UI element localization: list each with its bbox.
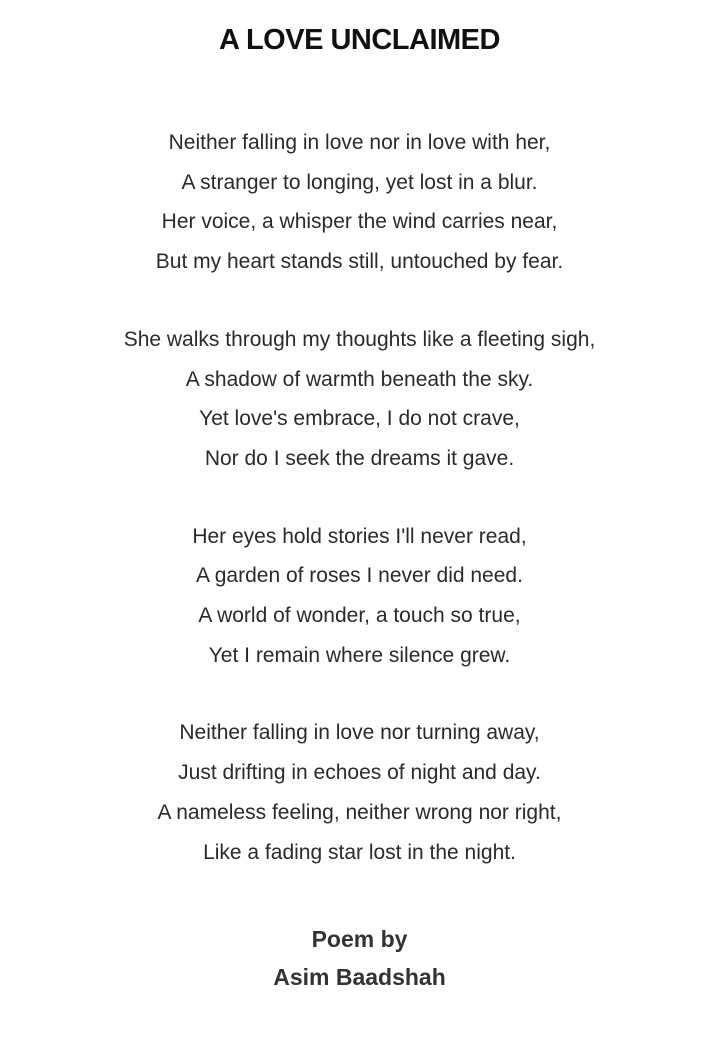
poem-line: A stranger to longing, yet lost in a blur. xyxy=(181,170,538,194)
stanza-4 xyxy=(0,713,719,872)
poem-line: A nameless feeling, neither wrong nor right, xyxy=(157,800,562,824)
stanza-1 xyxy=(0,123,719,282)
poem-line: She walks through my thoughts like a fleeting sigh, xyxy=(123,327,596,351)
poem-line: Like a fading star lost in the night. xyxy=(203,840,516,864)
poem-line: Neither falling in love nor in love with her, xyxy=(168,131,551,154)
poem-line: Just drifting in echoes of night and day. xyxy=(178,761,541,785)
stanza-3 xyxy=(0,517,719,676)
poem-line: A garden of roses I never did need. xyxy=(196,564,523,588)
poem-line: Her voice, a whisper the wind carries near, xyxy=(161,210,558,234)
poem-line: A world of wonder, a touch so true, xyxy=(198,604,521,628)
poem-line: Yet love's embrace, I do not crave, xyxy=(199,407,520,431)
poem-title: A LOVE UNCLAIMED xyxy=(219,24,500,56)
poem-body xyxy=(0,123,719,910)
poem-line: But my heart stands still, untouched by fear. xyxy=(155,250,564,274)
stanza-2 xyxy=(0,320,719,479)
poem-credit xyxy=(0,920,719,996)
poem-line: Nor do I seek the dreams it gave. xyxy=(204,446,515,470)
credit-label: Poem by xyxy=(311,926,408,952)
poem-line: A shadow of warmth beneath the sky. xyxy=(185,367,534,391)
author-name: Asim Baadshah xyxy=(273,964,446,990)
poem-line: Neither falling in love nor turning away, xyxy=(179,721,540,745)
poem-line: Her eyes hold stories I'll never read, xyxy=(192,524,527,548)
poem-line: Yet I remain where silence grew. xyxy=(208,643,511,667)
